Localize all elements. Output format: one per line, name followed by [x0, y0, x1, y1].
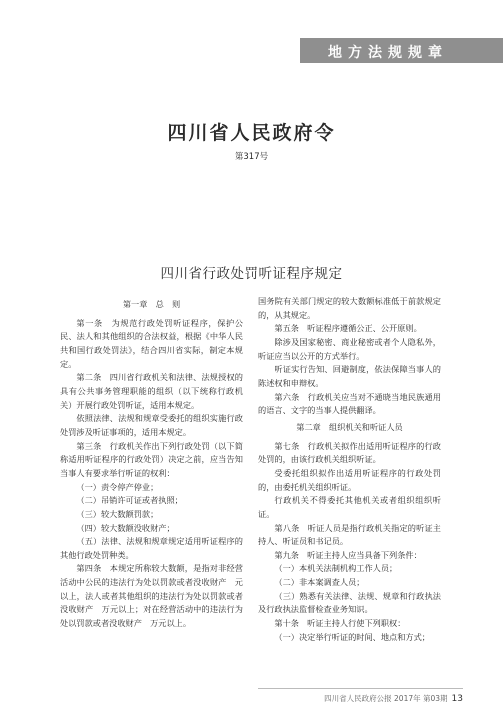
paragraph: （一）本机关法制机构工作人员；: [274, 563, 398, 574]
paragraph: 国务院有关部门规定的较大数额标准低于前款规定的，从其规定。: [258, 296, 441, 320]
paragraph: 第九条 听证主持人应当具备下列条件：: [274, 549, 422, 560]
paragraph: 依照法律、法规和规章受委托的组织实施行政处罚涉及听证事项的，适用本规定。: [60, 413, 243, 437]
paragraph: （二）非本案调查人员；: [274, 577, 365, 588]
paragraph: （四）较大数额没收财产；: [76, 522, 175, 533]
page-title: 四川省人民政府令: [167, 122, 336, 144]
right-text-column: [258, 295, 441, 644]
paragraph: 第六条 行政机关应当对不通晓当地民族通用的语言、文字的当事人提供翻译。: [258, 391, 441, 416]
paragraph: （五）法律、法规和规章规定适用听证程序的其他行政处罚种类。: [60, 536, 243, 560]
page-footer: [324, 693, 463, 704]
paragraph: （三）较大数额罚款；: [76, 508, 159, 519]
left-text-column: [60, 295, 243, 631]
paragraph: 听证实行告知、回避制度，依法保障当事人的陈述权和申辩权。: [258, 364, 441, 388]
paragraph: （三）熟悉有关法律、法规、规章和行政执法及行政执法监督检查业务知识。: [258, 590, 441, 615]
chapter-heading: 第二章 组织机关和听证人员: [296, 421, 403, 432]
paragraph: 第二条 四川省行政机关和法律、法规授权的具有公共事务管理职能的组织（以下统称行政机关）开展行政处罚听证，适用本规定。: [60, 372, 243, 410]
order-number: 第317号: [234, 152, 269, 162]
paragraph: 第四条 本规定所称较大数额，是指对非经营活动中公民的违法行为处以罚款或者没收财产 元以上，法人或者其他组织的违法行为处以罚款或者没收财产 万元以上；对在经营活动中的违法行为处以罚款或者没收财产 万元以上。: [60, 563, 243, 629]
paragraph: 受委托组织拟作出适用听证程序的行政处罚的，由委托机关组织听证。: [258, 467, 441, 492]
paragraph: 第八条 听证人员是指行政机关指定的听证主持人、听证员和书记员。: [258, 522, 441, 547]
paragraph: 行政机关不得委托其他机关或者组织组织听证。: [258, 495, 441, 519]
regulation-title: 四川省行政处罚听证程序规定: [160, 266, 343, 282]
footer-publication: 四川省人民政府公报 2017年 第03期: [324, 694, 448, 703]
paragraph: （一）责令停产停业；: [76, 481, 159, 492]
paragraph: （一）决定举行听证的时间、地点和方式；: [274, 631, 430, 642]
page-number: 13: [451, 694, 463, 704]
paragraph: 除涉及国家秘密、商业秘密或者个人隐私外，听证应当以公开的方式举行。: [258, 336, 441, 361]
paragraph: （二）吊销许可证或者执照；: [76, 495, 183, 506]
section-banner: [300, 38, 503, 63]
paragraph: 第五条 听证程序遵循公正、公开原则。: [274, 323, 422, 334]
chapter-heading: 第一章 总 则: [122, 299, 181, 309]
paragraph: 第七条 行政机关拟作出适用听证程序的行政处罚的，由该行政机关组织听证。: [258, 440, 441, 465]
banner-text: 地方法规规章: [328, 45, 448, 61]
paragraph: 第三条 行政机关作出下列行政处罚（以下简称适用听证程序的行政处罚）决定之前，应当告知当事人有要求举行听证的权利：: [60, 440, 243, 478]
paragraph: 第一条 为规范行政处罚听证程序，保护公民、法人和其他组织的合法权益，根据《中华人民共和国行政处罚法》，结合四川省实际，制定本规定。: [60, 317, 243, 369]
paragraph: 第十条 听证主持人行使下列职权：: [274, 618, 406, 629]
footer-divider: [258, 688, 463, 689]
